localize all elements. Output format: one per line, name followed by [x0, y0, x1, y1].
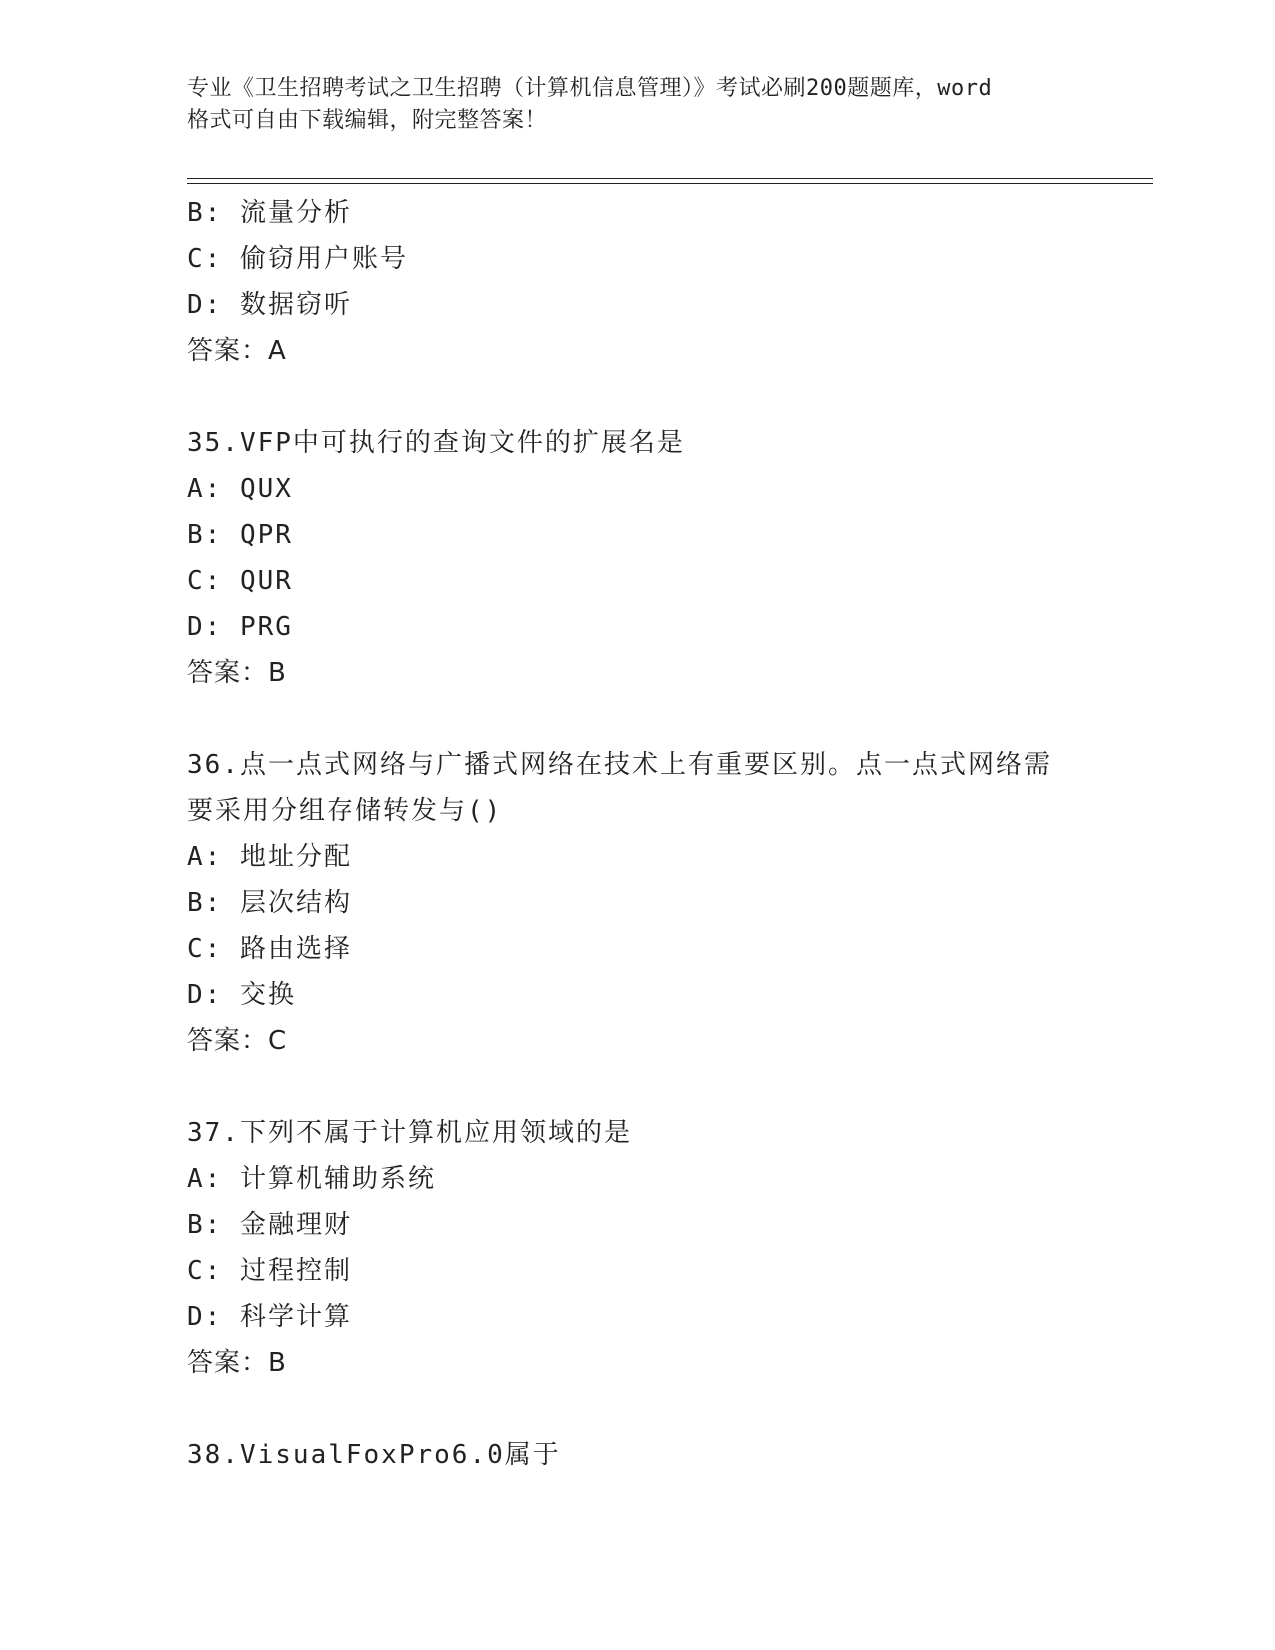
- option-b: B: QPR: [187, 520, 293, 550]
- document-header: [187, 73, 1087, 137]
- option-a: A: QUX: [187, 474, 293, 504]
- answer: 答案：C: [187, 1026, 288, 1056]
- header-line-2: 格式可自由下载编辑，附完整答案！: [187, 108, 548, 133]
- option-b: B: 流量分析: [187, 198, 352, 228]
- header-divider-top: [187, 178, 1153, 179]
- option-d: D: 数据窃听: [187, 290, 352, 320]
- spacer: [187, 696, 1087, 742]
- option-c: C: 过程控制: [187, 1256, 352, 1286]
- question-stem-line-1: 36.点一点式网络与广播式网络在技术上有重要区别。点一点式网络需: [187, 750, 1052, 780]
- question-34: [187, 190, 1087, 374]
- answer: 答案：A: [187, 336, 287, 366]
- option-d: D: 科学计算: [187, 1302, 352, 1332]
- question-stem: 37.下列不属于计算机应用领域的是: [187, 1118, 632, 1148]
- option-d: D: PRG: [187, 612, 293, 642]
- question-38: [187, 1432, 1087, 1478]
- answer: 答案：B: [187, 1348, 287, 1378]
- question-36: [187, 742, 1087, 1064]
- spacer: [187, 1064, 1087, 1110]
- question-stem: 38.VisualFoxPro6.0属于: [187, 1440, 561, 1470]
- question-list: [187, 190, 1087, 1478]
- question-stem: 35.VFP中可执行的查询文件的扩展名是: [187, 428, 685, 458]
- spacer: [187, 1386, 1087, 1432]
- option-d: D: 交换: [187, 980, 296, 1010]
- question-37: [187, 1110, 1087, 1386]
- header-line-1: 专业《卫生招聘考试之卫生招聘（计算机信息管理）》考试必刷200题题库，word: [187, 76, 993, 101]
- question-35: [187, 420, 1087, 696]
- option-c: C: QUR: [187, 566, 293, 596]
- option-c: C: 偷窃用户账号: [187, 244, 408, 274]
- option-a: A: 计算机辅助系统: [187, 1164, 436, 1194]
- option-b: B: 层次结构: [187, 888, 352, 918]
- spacer: [187, 374, 1087, 420]
- answer: 答案：B: [187, 658, 287, 688]
- option-c: C: 路由选择: [187, 934, 352, 964]
- option-a: A: 地址分配: [187, 842, 352, 872]
- option-b: B: 金融理财: [187, 1210, 352, 1240]
- header-divider-bottom: [187, 183, 1153, 184]
- question-stem-line-2: 要采用分组存储转发与(): [187, 796, 503, 826]
